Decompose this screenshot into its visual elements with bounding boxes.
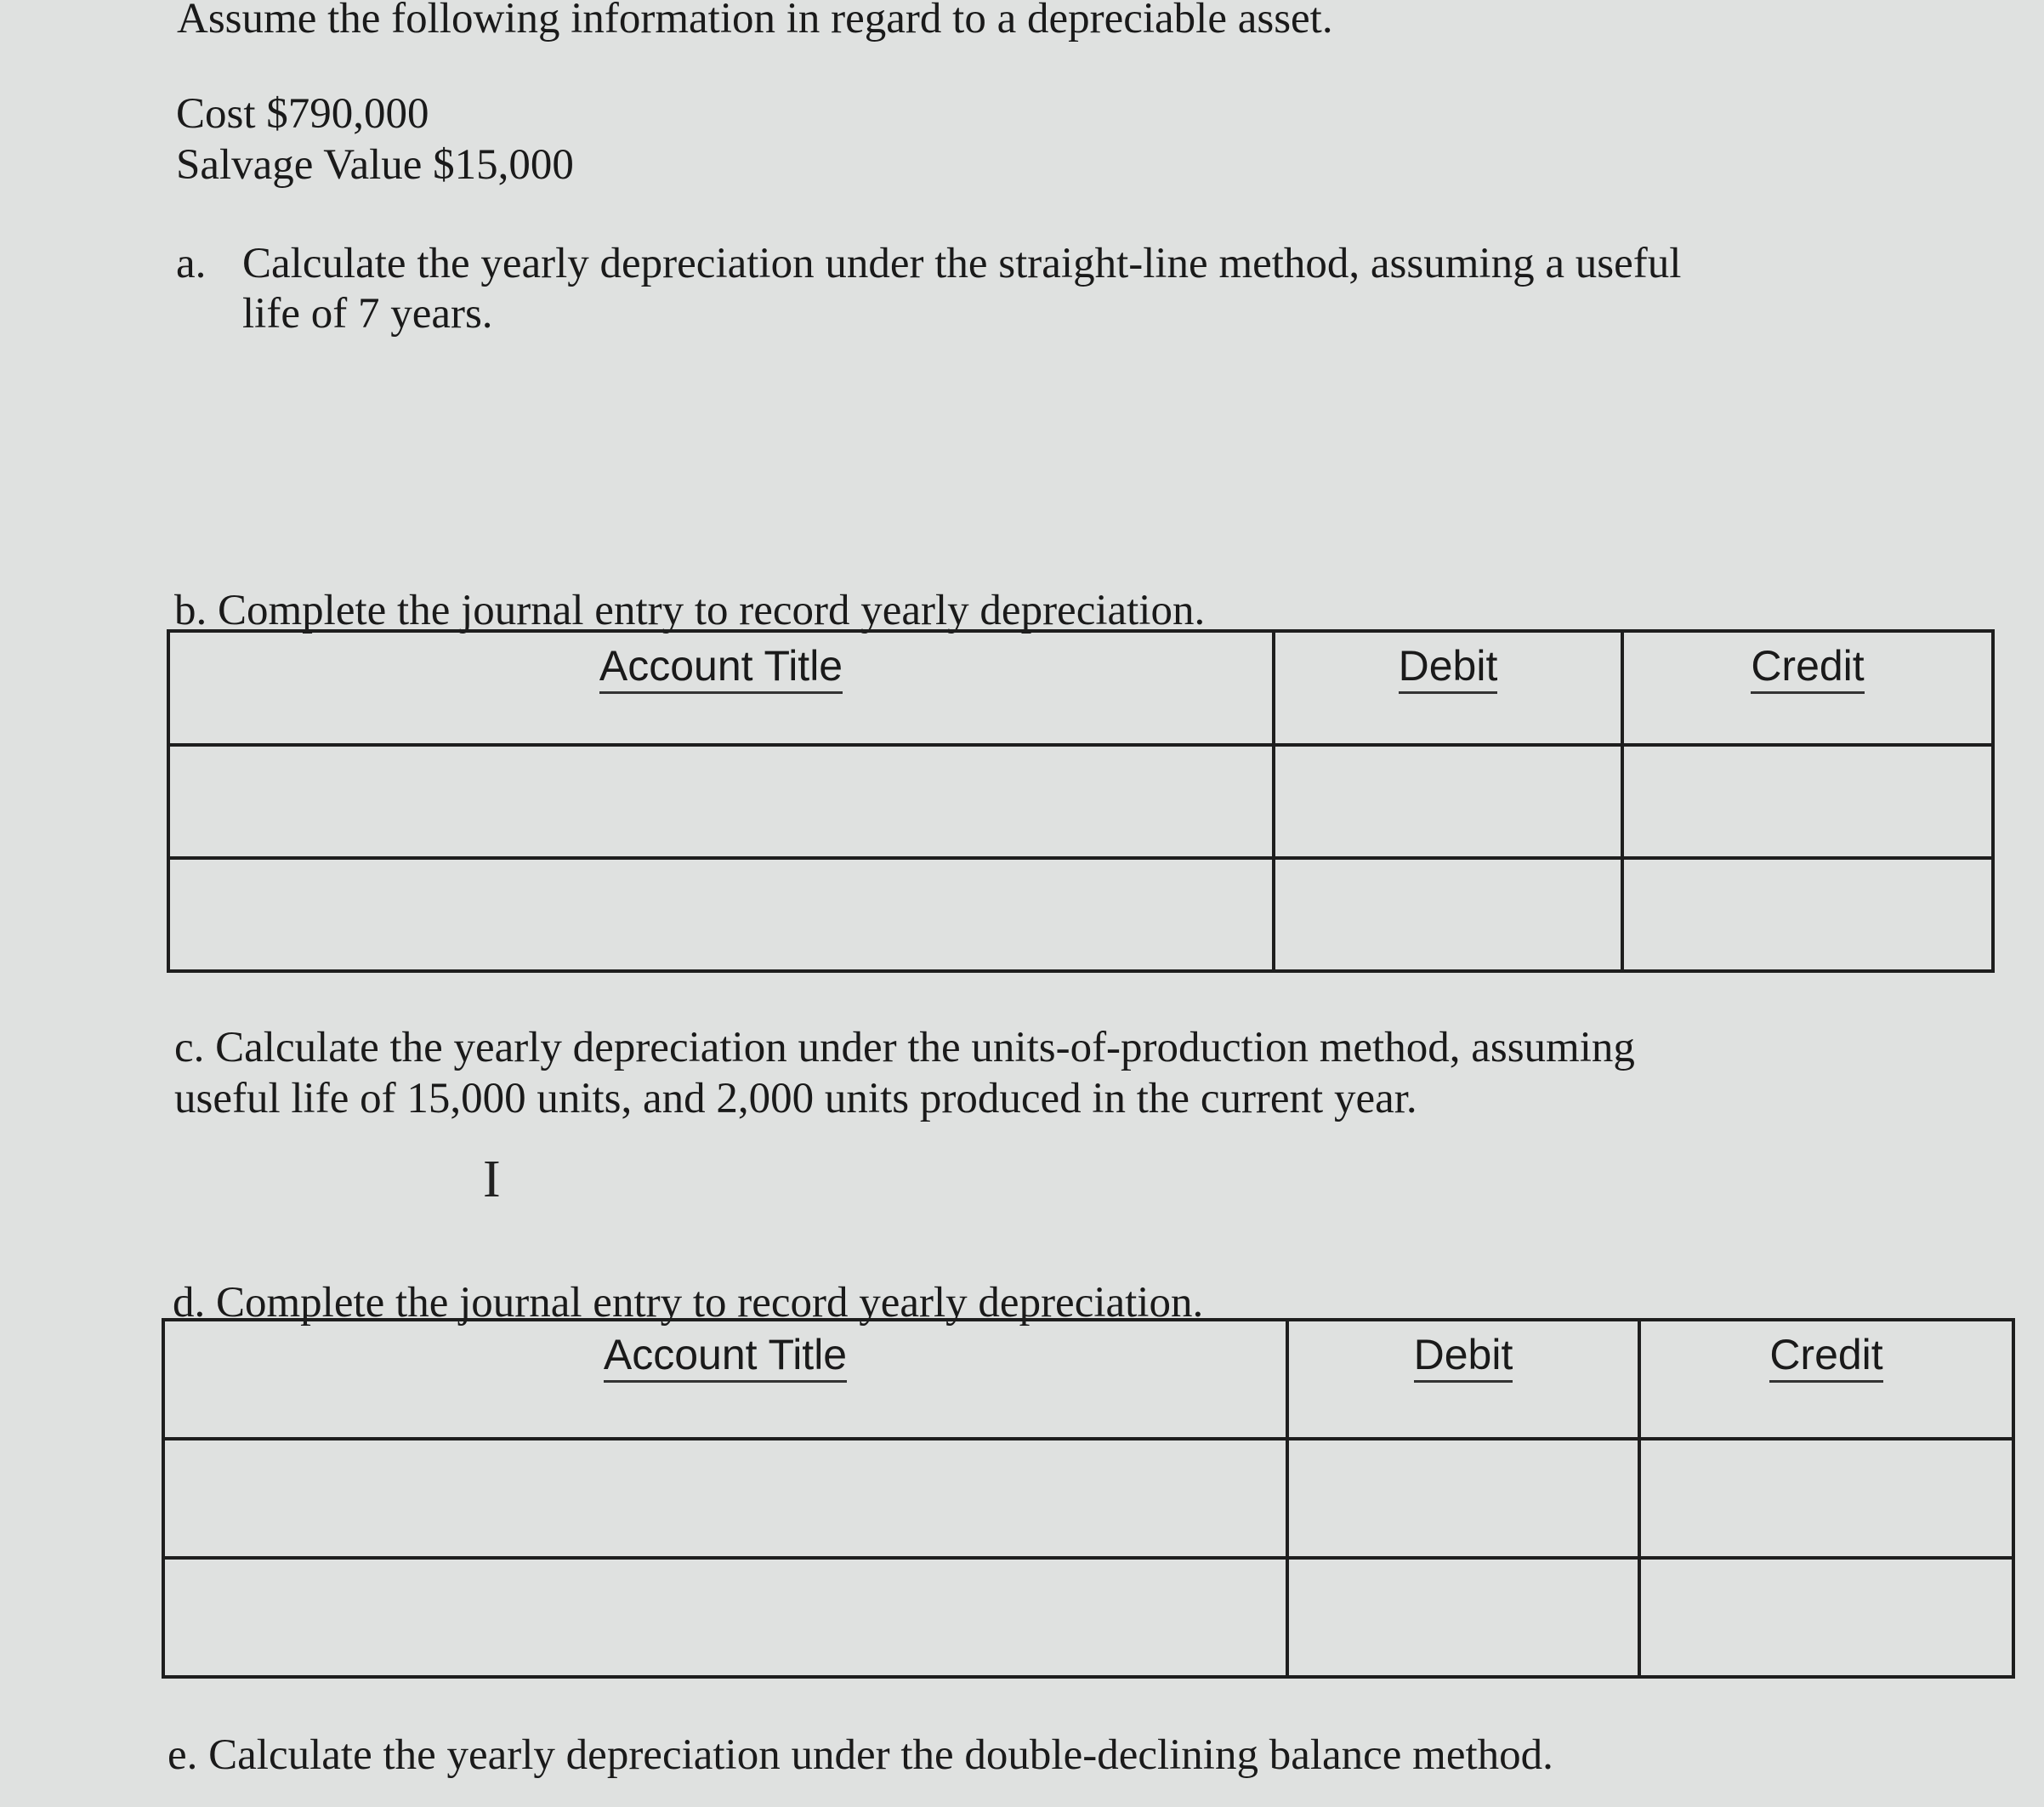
header-account-title: Account Title <box>163 1320 1287 1439</box>
account-title-input[interactable] <box>168 745 1274 858</box>
part-c-line-1: c. Calculate the yearly depreciation under the units-of-production method, assuming <box>174 1024 1635 1071</box>
part-a-marker: a. <box>176 240 207 287</box>
debit-input[interactable] <box>1287 1558 1639 1677</box>
credit-input[interactable] <box>1639 1439 2013 1558</box>
header-account-title: Account Title <box>168 631 1274 745</box>
salvage-value: Salvage Value $15,000 <box>176 141 574 189</box>
debit-input[interactable] <box>1287 1439 1639 1558</box>
text-cursor-icon: I <box>483 1151 501 1208</box>
debit-input[interactable] <box>1274 745 1622 858</box>
credit-input[interactable] <box>1639 1558 2013 1677</box>
part-a-line-1: Calculate the yearly depreciation under the straight-line method, assuming a useful <box>242 240 1682 287</box>
debit-input[interactable] <box>1274 858 1622 971</box>
credit-input[interactable] <box>1622 745 1993 858</box>
account-title-input[interactable] <box>168 858 1274 971</box>
intro-text: Assume the following information in regard to a depreciable asset. <box>177 0 1333 43</box>
account-title-input[interactable] <box>163 1439 1287 1558</box>
journal-table-d <box>162 1318 2015 1679</box>
part-c-line-2: useful life of 15,000 units, and 2,000 units produced in the current year. <box>174 1075 1417 1122</box>
header-debit: Debit <box>1274 631 1622 745</box>
cost-value: Cost $790,000 <box>176 90 429 138</box>
credit-input[interactable] <box>1622 858 1993 971</box>
part-b-prompt: b. Complete the journal entry to record yearly depreciation. <box>174 587 1206 634</box>
journal-table-b <box>167 629 1995 973</box>
part-e-prompt: e. Calculate the yearly depreciation under the double-declining balance method. <box>167 1731 1553 1779</box>
header-credit: Credit <box>1639 1320 2013 1439</box>
header-debit: Debit <box>1287 1320 1639 1439</box>
header-credit: Credit <box>1622 631 1993 745</box>
account-title-input[interactable] <box>163 1558 1287 1677</box>
part-a-line-2: life of 7 years. <box>242 290 493 338</box>
part-d-prompt: d. Complete the journal entry to record yearly depreciation. <box>173 1279 1204 1327</box>
